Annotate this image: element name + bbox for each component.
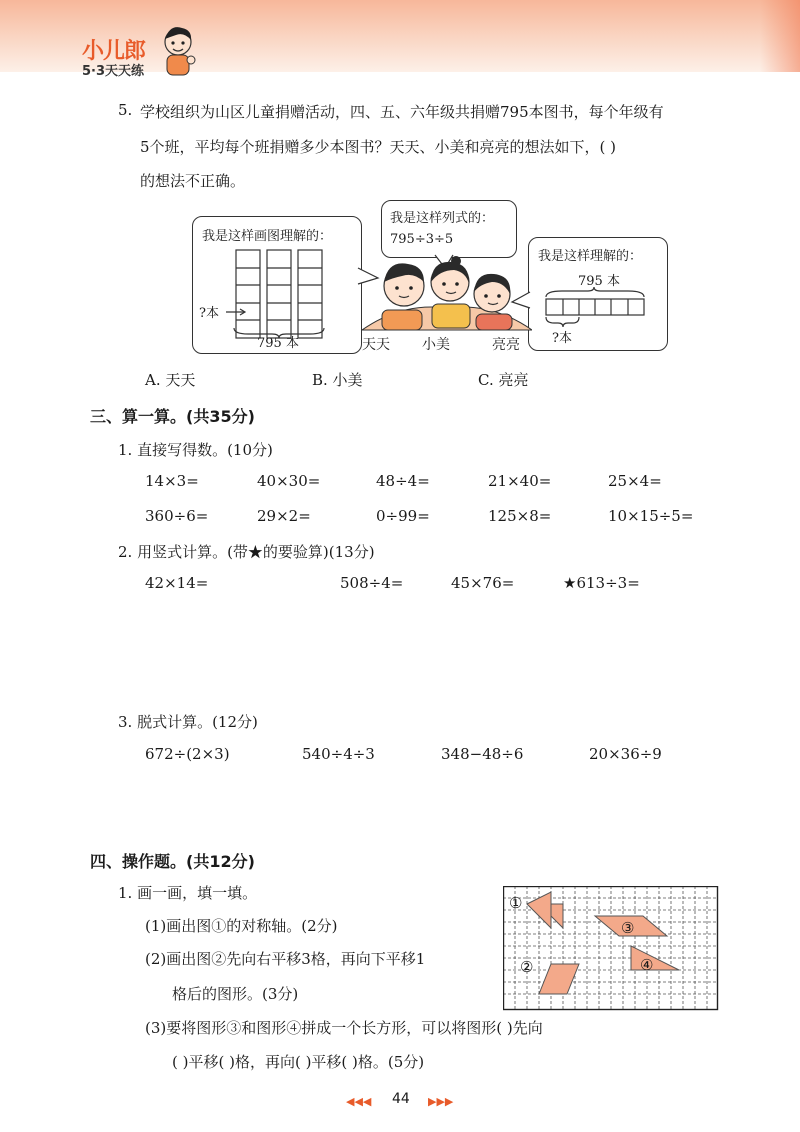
oral-calc-item: 40×30= bbox=[257, 472, 321, 490]
oral-calc-item: 125×8= bbox=[488, 507, 552, 525]
header-edge bbox=[760, 0, 800, 72]
oral-calc-item: 25×4= bbox=[608, 472, 662, 490]
vertical-calc-item: 45×76= bbox=[451, 574, 515, 592]
part-1-title: 1. 直接写得数。(10分) bbox=[118, 441, 273, 459]
next-page-arrow-icon: ▶▶▶ bbox=[428, 1095, 454, 1108]
option-b[interactable]: B. 小美 bbox=[312, 371, 363, 389]
brand-logo-title: 小儿郎 bbox=[82, 39, 146, 64]
question-text-line2: 5个班，平均每个班捐赠多少本图书？天天、小美和亮亮的想法如下，( ) bbox=[140, 138, 617, 156]
xiaomei-bubble-title: 我是这样列式的： bbox=[390, 211, 495, 226]
oral-calc-item: 21×40= bbox=[488, 472, 552, 490]
oral-calc-item: 48÷4= bbox=[376, 472, 430, 490]
vertical-calc-item: 42×14= bbox=[145, 574, 209, 592]
vertical-calc-item: ★613÷3= bbox=[563, 574, 640, 592]
part-3-title: 3. 脱式计算。(12分) bbox=[118, 713, 258, 731]
grid-figure bbox=[503, 886, 719, 1012]
task-1-text: (1)画出图①的对称轴。(2分) bbox=[145, 917, 338, 935]
option-c[interactable]: C. 亮亮 bbox=[478, 371, 529, 389]
oral-calc-item: 14×3= bbox=[145, 472, 199, 490]
tiantian-total-label: 795 本 bbox=[257, 336, 299, 351]
part-2-title: 2. 用竖式计算。(带★的要验算)(13分) bbox=[118, 543, 375, 561]
liangliang-unknown-label: ?本 bbox=[552, 331, 572, 346]
step-calc-item: 20×36÷9 bbox=[589, 745, 662, 763]
shape-label-3: ③ bbox=[621, 919, 635, 937]
vertical-calc-item: 508÷4= bbox=[340, 574, 404, 592]
question-text-line1: 学校组织为山区儿童捐赠活动，四、五、六年级共捐赠795本图书，每个年级有 bbox=[140, 103, 664, 121]
option-a[interactable]: A. 天天 bbox=[145, 371, 196, 389]
xiaomei-speech-bubble bbox=[381, 200, 517, 258]
liangliang-line-diagram bbox=[528, 237, 668, 349]
shape-label-4: ④ bbox=[640, 956, 654, 974]
oral-calc-item: 29×2= bbox=[257, 507, 311, 525]
child-name-xiaomei: 小美 bbox=[422, 337, 450, 353]
step-calc-item: 672÷(2×3) bbox=[145, 745, 230, 763]
child-name-liangliang: 亮亮 bbox=[492, 337, 520, 353]
brand-logo-subtitle: 5·3天天练 bbox=[82, 64, 145, 79]
tiantian-unknown-label: ?本 bbox=[199, 306, 219, 321]
child-name-tiantian: 天天 bbox=[362, 337, 390, 353]
xiaomei-bubble-formula: 795÷3÷5 bbox=[390, 232, 454, 247]
question-number: 5. bbox=[118, 101, 133, 119]
section-4-title: 四、操作题。(共12分) bbox=[90, 852, 255, 871]
oral-calc-item: 360÷6= bbox=[145, 507, 209, 525]
task-3-text-line1: (3)要将图形③和图形④拼成一个长方形，可以将图形( )先向 bbox=[145, 1019, 543, 1037]
question-text-line3: 的想法不正确。 bbox=[140, 172, 246, 190]
oral-calc-item: 0÷99= bbox=[376, 507, 430, 525]
prev-page-arrow-icon: ◀◀◀ bbox=[346, 1095, 372, 1108]
children-illustration bbox=[362, 252, 532, 334]
page-number: 44 bbox=[392, 1091, 410, 1107]
step-calc-item: 348−48÷6 bbox=[441, 745, 524, 763]
task-2-text-line2: 格后的图形。(3分) bbox=[172, 985, 299, 1003]
liangliang-bubble-text: 我是这样理解的： bbox=[538, 249, 643, 264]
shape-label-1: ① bbox=[509, 894, 523, 912]
task-3-text-line2: ( )平移( )格，再向( )平移( )格。(5分) bbox=[172, 1053, 425, 1071]
shape-label-2: ② bbox=[520, 958, 534, 976]
tiantian-bubble-text: 我是这样画图理解的： bbox=[202, 229, 333, 244]
task-2-text-line1: (2)画出图②先向右平移3格，再向下平移1 bbox=[145, 950, 426, 968]
liangliang-total-label: 795 本 bbox=[578, 274, 620, 289]
mascot-boy-icon bbox=[158, 22, 200, 78]
step-calc-item: 540÷4÷3 bbox=[302, 745, 375, 763]
section-4-part-1-title: 1. 画一画，填一填。 bbox=[118, 884, 258, 902]
oral-calc-item: 10×15÷5= bbox=[608, 507, 694, 525]
section-3-title: 三、算一算。(共35分) bbox=[90, 407, 255, 426]
